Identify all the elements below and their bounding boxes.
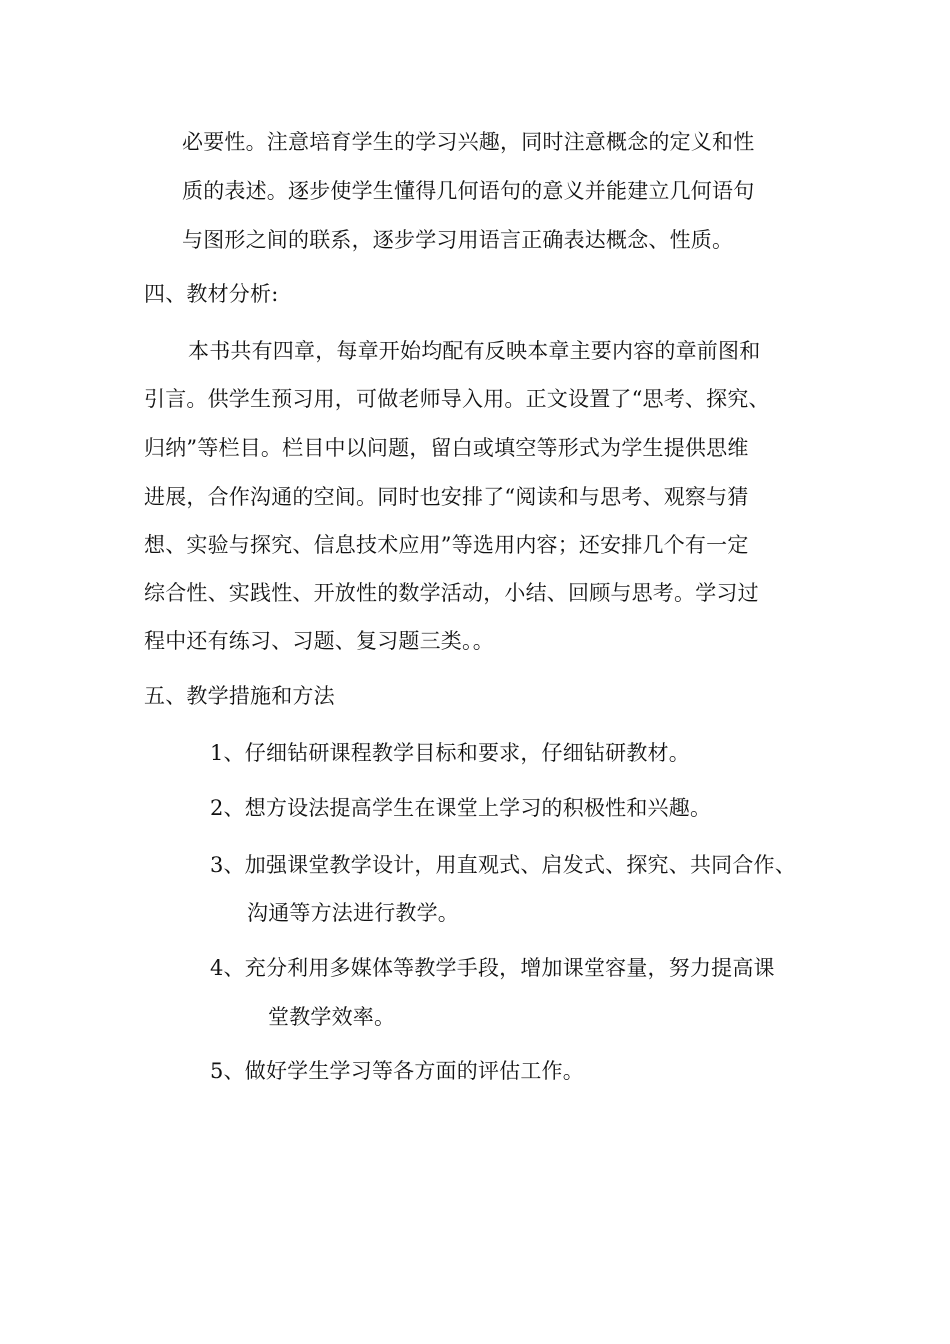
section4-line-7: 程中还有练习、习题、复习题三类。。 (144, 629, 494, 653)
intro-line-3: 与图形之间的联系，逐步学习用语言正确表达概念、性质。 (182, 228, 734, 252)
intro-line-1: 必要性。注意培育学生的学习兴趣，同时注意概念的定义和性 (182, 130, 755, 154)
list-item-3: 3、加强课堂教学设计，用直观式、启发式、探究、共同合作、 (210, 853, 796, 877)
list-item-2: 2、想方设法提高学生在课堂上学习的积极性和兴趣。 (210, 796, 712, 820)
list-item-4: 4、充分利用多媒体等教学手段，增加课堂容量，努力提高课 (210, 956, 775, 980)
section4-line-3: 归纳”等栏目。栏目中以问题，留白或填空等形式为学生提供思维 (144, 436, 749, 460)
list-item-1: 1、仔细钻研课程教学目标和要求，仔细钻研教材。 (210, 741, 690, 765)
intro-line-2: 质的表述。逐步使学生懂得几何语句的意义并能建立几何语句 (182, 179, 755, 203)
section4-line-1: 本书共有四章，每章开始均配有反映本章主要内容的章前图和 (188, 339, 761, 363)
list-item-3-continuation: 沟通等方法进行教学。 (247, 901, 459, 925)
section5-heading: 五、教学措施和方法 (144, 684, 335, 708)
section4-line-4: 进展，合作沟通的空间。同时也安排了“阅读和与思考、观察与猜 (144, 485, 749, 509)
list-item-5: 5、做好学生学习等各方面的评估工作。 (210, 1059, 584, 1083)
section4-line-5: 想、实验与探究、信息技术应用”等选用内容；还安排几个有一定 (144, 533, 749, 557)
section4-line-6: 综合性、实践性、开放性的数学活动，小结、回顾与思考。学习过 (144, 581, 759, 605)
section4-heading: 四、教材分析: (144, 282, 279, 306)
section4-line-2: 引言。供学生预习用，可做老师导入用。正文设置了“思考、探究、 (144, 387, 770, 411)
list-item-4-continuation: 堂教学效率。 (268, 1005, 396, 1029)
